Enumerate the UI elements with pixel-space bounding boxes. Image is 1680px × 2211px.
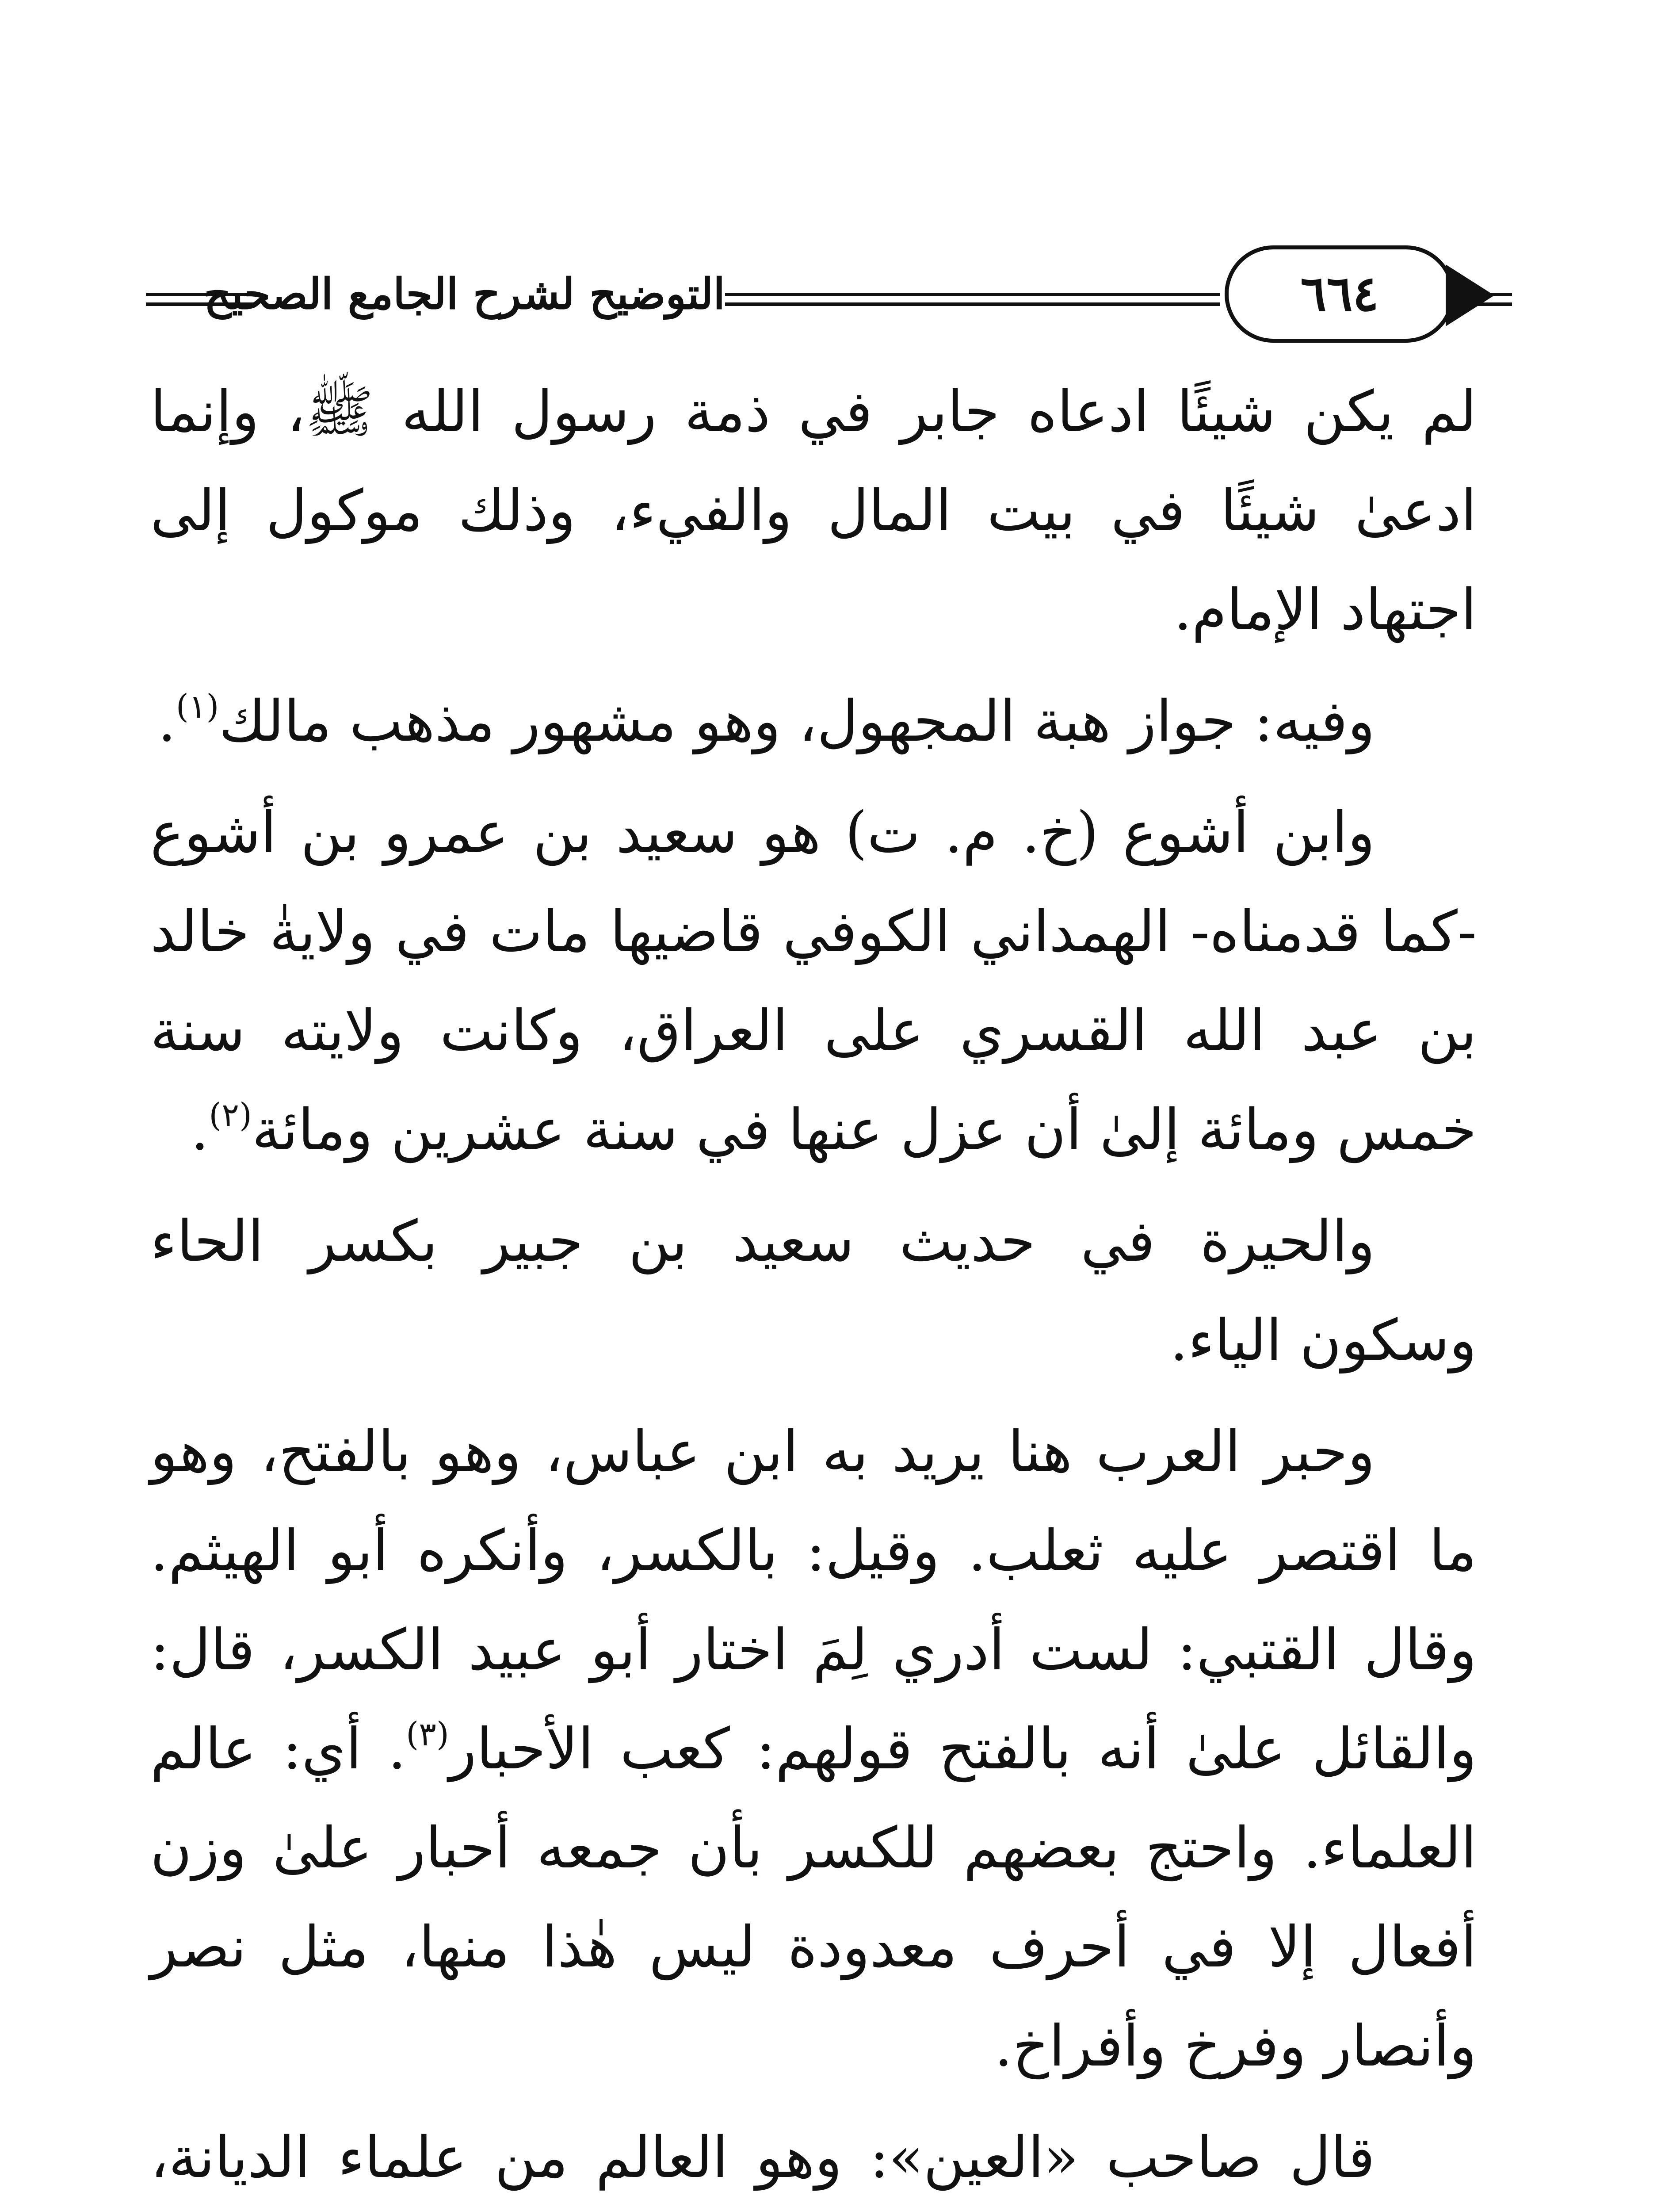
paragraph-5: وحبر العرب هنا يريد به ابن عباس، وهو بالفتح، وهو ما اقتصر عليه ثعلب. وقيل: بالكسر، وأنكره أبو الهيثم. وقال القتبي: لست أدري لِمَ اختار أبو عبيد الكسر، قال: والقائل علىٰ أنه بالفتح قولهم: كعب الأحبار$^{(٣)}$. أي: عالم العلماء. واحتج بعضهم للكسر بأن جمعه أحبار علىٰ وزن أفعال إلا في أحرف معدودة ليس هٰذا منها، مثل نصر وأنصار وفرخ وأفراخ. xyxy=(150,1419,1477,2079)
footnote-ref[interactable]: (٣) xyxy=(406,1715,449,1753)
paragraph-6: قال صاحب «العين»: وهو العالم من علماء الديانة، xyxy=(150,2125,1375,2191)
page-number-badge xyxy=(1225,245,1455,343)
page-number: ٦٦٤ xyxy=(1300,265,1379,322)
footnote-ref[interactable]: (١) xyxy=(176,688,219,726)
paragraph-4: والحيرة في حديث سعيد بن جبير بكسر الحاء وسكون الياء. xyxy=(150,1209,1477,1373)
footnote-ref[interactable]: (٢) xyxy=(209,1096,252,1134)
paragraph-1: لم يكن شيئًا ادعاه جابر في ذمة رسول الله ﷺ، وإنما ادعىٰ شيئًا في بيت المال والفيء، وذلك موكول إلى اجتهاد الإمام. xyxy=(150,379,1477,643)
header-rule-right xyxy=(1459,293,1512,306)
paragraph-3: وابن أشوع (خ. م. ت) هو سعيد بن عمرو بن أشوع -كما قدمناه- الهمداني الكوفي قاضيها مات في ولايةٰ خالد بن عبد الله القسري على العراق، وكانت ولايته سنة خمس ومائة إلىٰ أن عزل عنها في سنة عشرين ومائة$^{(٢)}$. xyxy=(150,800,1477,1163)
header-rule-middle xyxy=(725,293,1220,306)
paragraph-2: وفيه: جواز هبة المجهول، وهو مشهور مذهب مالك$^{(١)}$. xyxy=(158,688,1375,754)
running-header xyxy=(0,0,1680,380)
running-title: التوضيح لشرح الجامع الصحيح xyxy=(204,269,725,319)
main-text xyxy=(150,363,1477,2211)
